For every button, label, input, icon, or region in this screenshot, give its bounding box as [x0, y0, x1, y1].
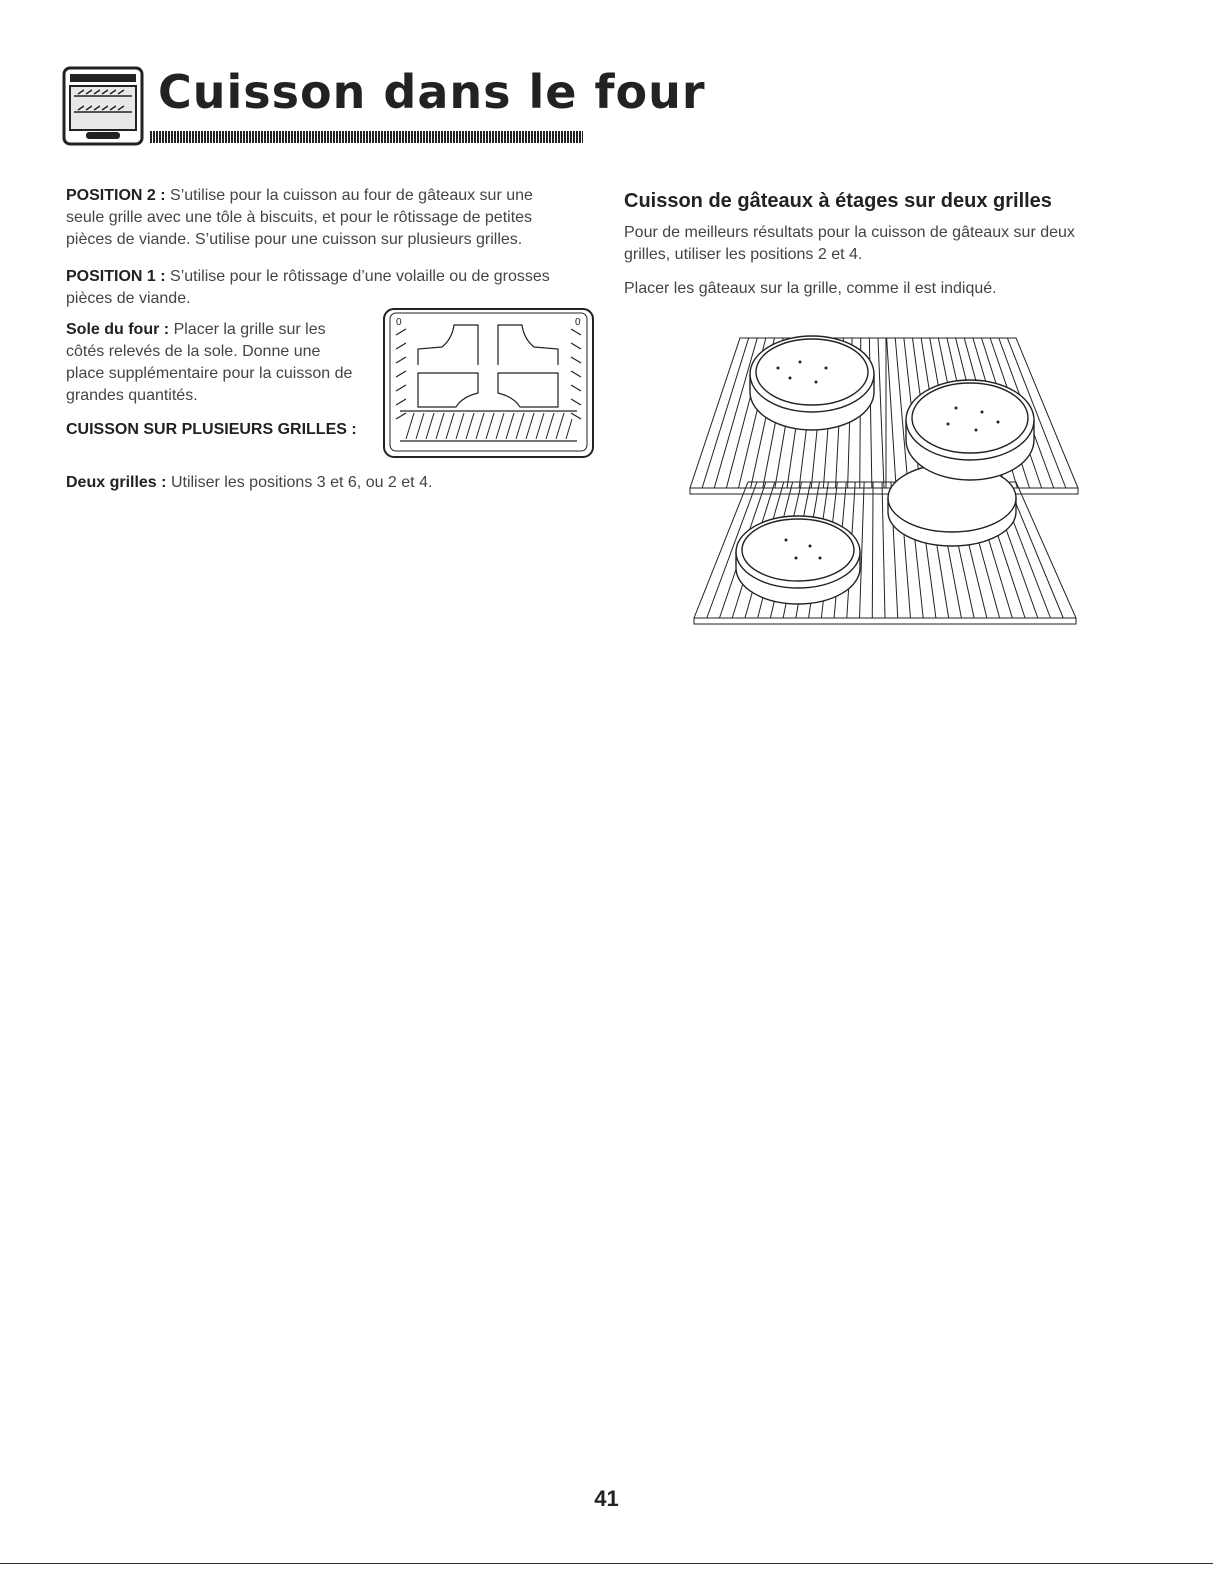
svg-text:0: 0: [396, 317, 402, 328]
two-racks-paragraph: [66, 472, 571, 494]
position-1-text: S’utilise pour le rôtissage d’une volaille ou de grosses pièces de viande.: [66, 268, 550, 307]
rack-wire: [714, 338, 757, 488]
right-column: [624, 222, 1124, 306]
position-1-paragraph: [66, 266, 571, 310]
sole-text: Placer la grille sur les côtés relevés de la sole. Donne une place supplémentaire pour la cuisson de grandes quantités.: [66, 321, 353, 404]
position-2-label: POSITION 2 :: [66, 187, 166, 204]
bottom-rule: [0, 1563, 1213, 1564]
page-number: 41: [594, 1486, 619, 1511]
position-2-paragraph: [66, 185, 571, 251]
section-title: Cuisson de gâteaux à étages sur deux grilles: [624, 190, 1052, 212]
oven-racks-icon: [62, 66, 144, 146]
rack-wire: [872, 482, 873, 618]
rack-wire: [887, 338, 897, 488]
sole-label: Sole du four :: [66, 321, 170, 338]
title-underline: [150, 131, 583, 143]
position-1-label: POSITION 1 :: [66, 268, 166, 285]
svg-text:0: 0: [575, 317, 581, 328]
two-racks-cakes-illustration: [686, 322, 1084, 625]
oven-cross-section-diagram: [382, 307, 595, 459]
sole-paragraph: [66, 319, 358, 407]
rack-wire: [882, 482, 885, 618]
page-title: Cuisson dans le four: [158, 65, 706, 119]
position-2-text: S’utilise pour la cuisson au four de gâteaux sur une seule grille avec une tôle à biscuits, et pour le rôtissage de petites pièces de viande. S’utilise pour une cuisson sur plusieurs grilles.: [66, 187, 533, 248]
rack-wire: [702, 338, 749, 488]
two-racks-label: Deux grilles :: [66, 474, 167, 491]
two-racks-text: Utiliser les positions 3 et 6, ou 2 et 4.: [170, 474, 433, 491]
cake-placement-paragraph: Placer les gâteaux sur la grille, comme il est indiqué.: [624, 280, 997, 297]
multi-rack-heading: CUISSON SUR PLUSIEURS GRILLES :: [66, 421, 357, 438]
two-racks-cake-paragraph: Pour de meilleurs résultats pour la cuisson de gâteaux sur deux grilles, utiliser les positions 2 et 4.: [624, 224, 1075, 263]
rack-wire: [878, 338, 884, 488]
